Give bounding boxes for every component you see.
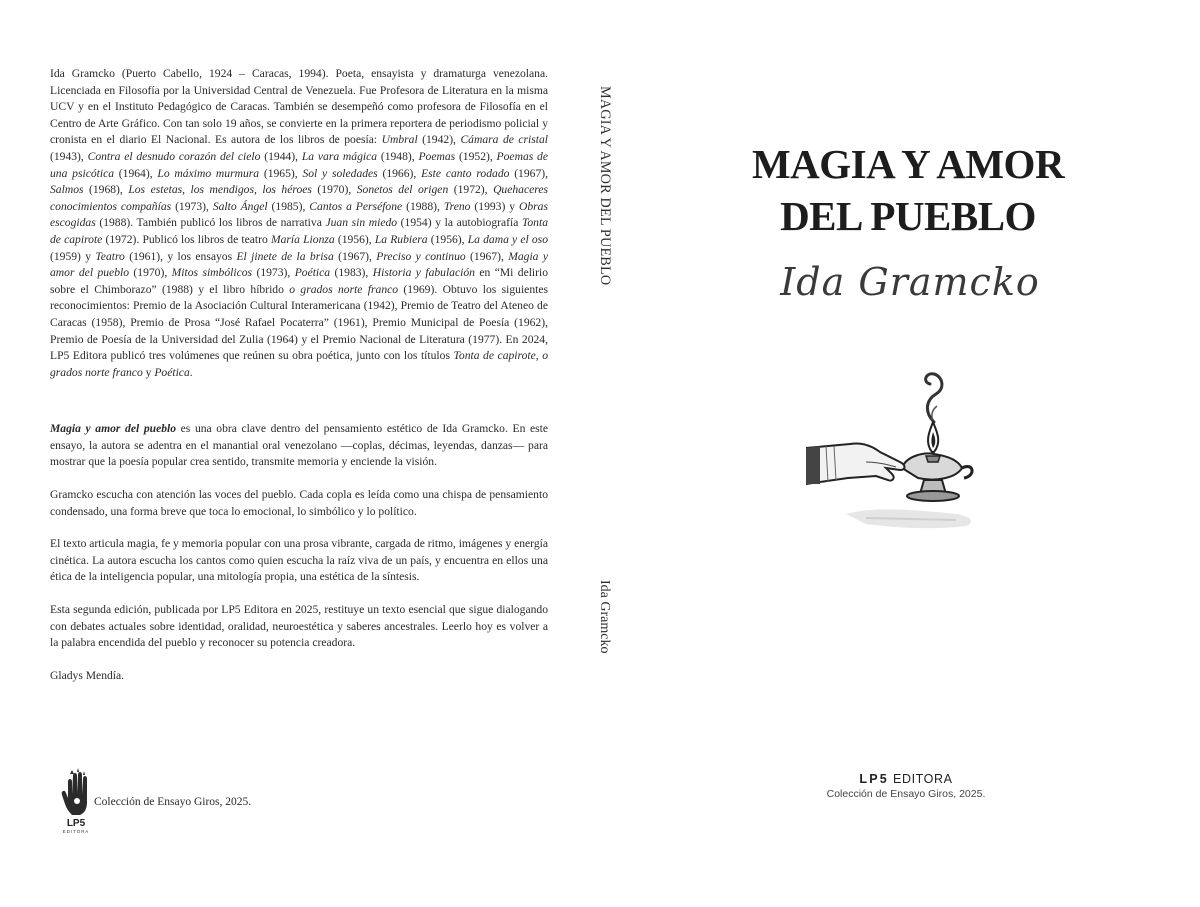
bio-text: (1961), y los ensayos [124, 249, 237, 263]
bio-book-title: o grados norte franco [289, 282, 399, 296]
front-title-line-1: MAGIA Y AMOR [751, 141, 1065, 187]
bio-text: (1967), [333, 249, 377, 263]
bio-text: (1944), [260, 149, 302, 163]
blurb-paragraph-1 [50, 421, 548, 471]
bio-text: (1970), [311, 183, 357, 197]
bio-book-title: Poemas [418, 149, 456, 163]
bio-text: (1993) y [470, 199, 519, 213]
bio-book-title: La Rubiera [374, 232, 428, 246]
bio-book-title: Este canto rodado [421, 166, 510, 180]
front-author: Ida Gramcko [780, 260, 1040, 304]
front-publisher [800, 772, 1012, 786]
bio-text: (1964), [114, 166, 158, 180]
bio-book-title: Sol y soledades [302, 166, 378, 180]
bio-text: (1988), [402, 199, 444, 213]
blurb-book-title: Magia y amor del pueblo [50, 422, 177, 436]
bio-text: Ida Gramcko (Puerto Cabello, 1924 – Caracas, 1994). Poeta, ensayista y dramaturga venezolana. Licenciada en Filosofía por la Universidad Central de Venezuela. Fue Profesora de Literatura en la misma UCV y en el Instituto Pedagógico de Caracas. También se desempeñó como profesora de Filosofía en el Centro de Arte Gráfico. Con tan solo 19 años, se convierte en la primera reportera de periodismo policial y cronista en el diario El Nacional. Es autora de los libros de poesía: [50, 67, 548, 147]
bio-book-title: Treno [443, 199, 471, 213]
author-bio-paragraph [50, 66, 548, 381]
bio-text: y [142, 365, 155, 379]
bio-book-title: Magia y amor del pueblo [50, 249, 548, 280]
bio-text: (1970), [129, 266, 172, 280]
bio-book-title: Los estetas, los mendigos, los héroes [128, 183, 312, 197]
bio-text: (1972). Publicó los libros de teatro [102, 232, 271, 246]
bio-book-title: Mitos simbólicos [171, 266, 253, 280]
blurb-paragraph-3: El texto articula magia, fe y memoria popular con una prosa vibrante, cargada de ritmo, imágenes y energía cinética. La autora escucha los cantos como quien escucha la raíz viva de un país, y encuentra en ellos una ética de la inteligencia popular, una mitología propia, una estética de la síntesis. [50, 537, 548, 584]
bio-text: (1956), [334, 232, 375, 246]
bio-text: (1959) y [50, 249, 96, 263]
spine-author: Ida Gramcko [597, 580, 612, 654]
bio-book-title: Contra el desnudo corazón del cielo [87, 149, 261, 163]
bio-book-title: o grados norte franco [50, 349, 549, 379]
bio-text: (1956), [427, 232, 468, 246]
bio-book-title: La vara mágica [301, 149, 378, 163]
bio-text: (1973), [171, 199, 213, 213]
bio-book-title: Tonta de capirote [50, 216, 548, 246]
bio-text: (1983), [330, 266, 373, 280]
logo-text: LP5 [66, 818, 86, 829]
bio-book-title: Umbral [381, 133, 418, 147]
bio-book-title: Historia y fabulación [372, 266, 475, 280]
bio-text: , [535, 349, 543, 363]
bio-text: (1985), [267, 199, 310, 213]
front-publisher-bold: LP5 [859, 772, 889, 786]
front-title-line-2: DEL PUEBLO [780, 193, 1036, 239]
lp5-hand-logo [58, 768, 94, 834]
bio-book-title: Poemas de una psicótica [50, 149, 548, 180]
bio-book-title: Quehaceres conocimientos compañías [50, 183, 549, 213]
bio-book-title: Salto Ángel [212, 199, 268, 213]
spine-title: MAGIA Y AMOR DEL PUEBLO [597, 86, 613, 286]
bio-text: (1969). Obtuvo los siguientes reconocimientos: Premio de la Asociación Cultural Interamericana (1942), Premio de Teatro del Ateneo de Caracas (1958), Premio de Prosa “José Rafael Pocaterra” (1961), Premio Municipal de Poesía (1962), Premio de Poesía de la Universidad del Zulia (1964) y el Premio Nacional de Literatura (1977). En 2024, LP5 Editora publicó tres volúmenes que reúnen su obra poética, junto con los títulos [50, 282, 548, 363]
bio-book-title: Teatro [95, 249, 125, 263]
front-collection-label: Colección de Ensayo Giros, 2025. [826, 788, 986, 800]
bio-book-title: Lo máximo murmura [157, 166, 260, 180]
bio-book-title: Poética [294, 266, 331, 280]
bio-book-title: Tonta de capirote [453, 349, 536, 363]
bio-text: . [189, 365, 193, 379]
bio-text: (1952), [455, 149, 497, 163]
bio-book-title: Salmos [50, 183, 84, 197]
bio-book-title: El jinete de la brisa [236, 249, 334, 263]
bio-text: en “Mi delirio sobre el Chimborazo” (1988) y el libro híbrido [50, 266, 549, 296]
bio-book-title: Preciso y continuo [376, 249, 466, 263]
hand-oil-lamp-illustration [806, 364, 986, 534]
bio-text: (1943), [50, 149, 88, 163]
bio-text: (1948), [377, 149, 419, 163]
bio-text: (1954) y la autobiografía [397, 216, 522, 230]
bio-book-title: Sonetos del origen [356, 183, 449, 197]
bio-text: (1968), [83, 183, 129, 197]
bio-text: (1988). También publicó los libros de narrativa [95, 216, 326, 230]
bio-text: (1942), [417, 133, 461, 147]
bio-text: (1973), [252, 266, 295, 280]
back-collection-label: Colección de Ensayo Giros, 2025. [94, 796, 252, 808]
back-cover-text [50, 66, 548, 700]
bio-text: (1965), [259, 166, 303, 180]
bio-book-title: Cámara de cristal [460, 133, 548, 147]
blurb-signature: Gladys Mendía. [50, 668, 125, 682]
bio-text: (1967), [509, 166, 549, 180]
front-publisher-rest: EDITORA [893, 772, 953, 786]
bio-text: (1967), [465, 249, 509, 263]
blurb-paragraph-2: Gramcko escucha con atención las voces del pueblo. Cada copla es leída como una chispa de pensamiento condensado, una forma breve que toca lo emocional, lo simbólico y lo político. [50, 488, 548, 518]
bio-book-title: Poética [154, 365, 190, 379]
bio-text: (1972), [448, 183, 494, 197]
logo-subtext: EDITORA [62, 829, 90, 834]
front-title [740, 138, 1076, 242]
bio-book-title: La dama y el oso [467, 232, 548, 246]
bio-book-title: Juan sin miedo [325, 216, 398, 230]
bio-book-title: Cantos a Perséfone [309, 199, 403, 213]
blurb-paragraph-4: Esta segunda edición, publicada por LP5 Editora en 2025, restituye un texto esencial que sigue dialogando con debates actuales sobre identidad, oralidad, neuroestética y saberes ancestrales. Leerlo hoy es volver a la palabra encendida del pueblo y reconocer su potencia creadora. [50, 603, 548, 650]
bio-book-title: Obras escogidas [50, 199, 548, 230]
blurb-intro-text: es una obra clave dentro del pensamiento estético de Ida Gramcko. En este ensayo, la autora se adentra en el manantial oral venezolano —coplas, décimas, leyendas, danzas— para mostrar que la poesía popular crea sentido, transmite memoria y enciende la visión. [50, 422, 549, 469]
bio-book-title: María Lionza [270, 232, 335, 246]
bio-text: (1966), [377, 166, 422, 180]
